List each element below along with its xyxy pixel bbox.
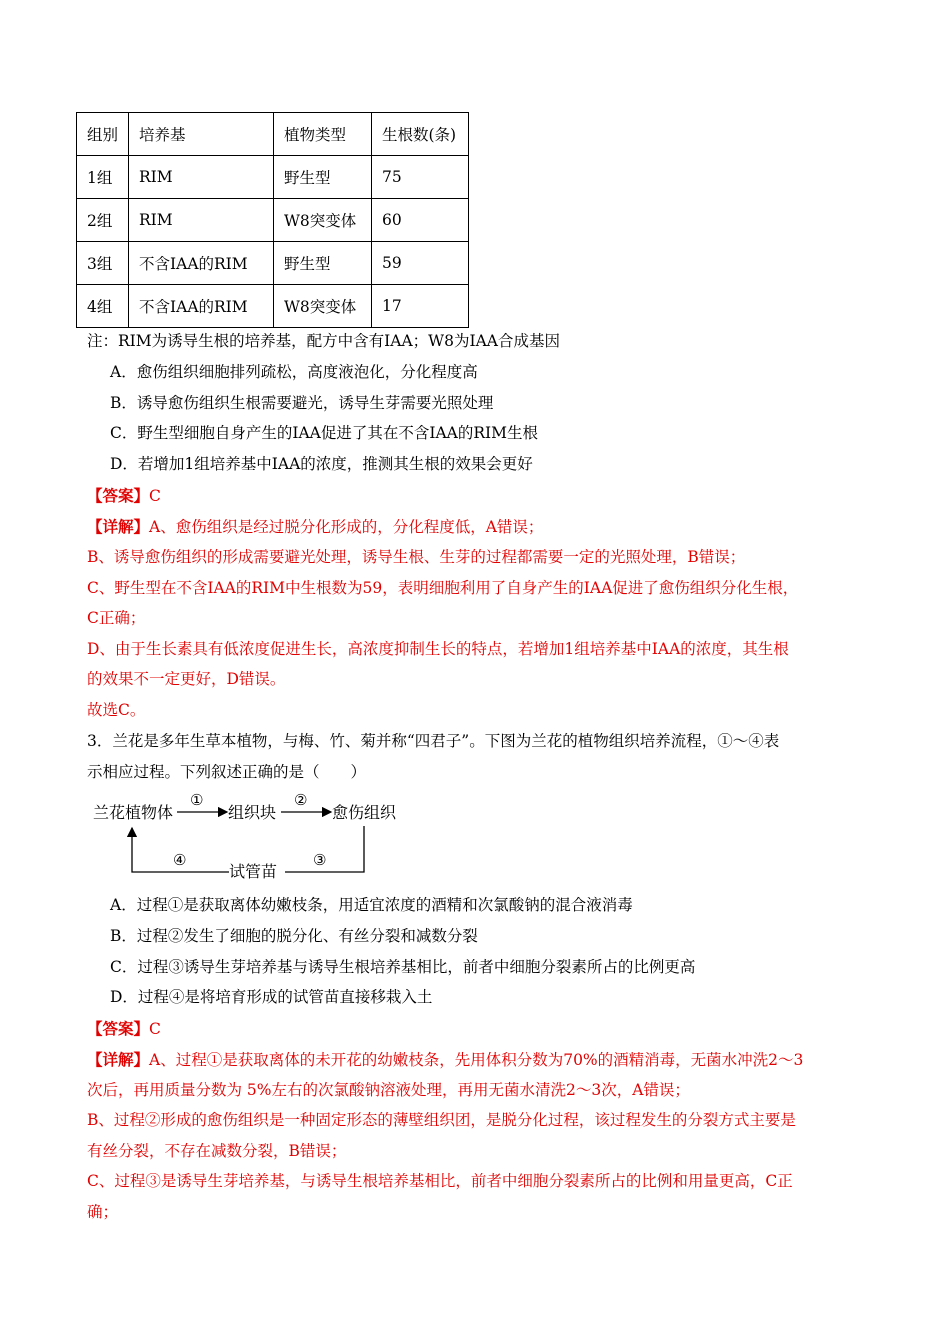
option-b: B．过程②发生了细胞的脱分化、有丝分裂和减数分裂 xyxy=(110,927,478,945)
answer-line xyxy=(87,1013,161,1045)
table-row xyxy=(77,199,469,242)
table-cell: 3组 xyxy=(77,242,129,285)
answer-label: 【答案】 xyxy=(87,1019,150,1038)
option-d: D．过程④是将培育形成的试管苗直接移栽入土 xyxy=(110,988,433,1006)
table-cell: 75 xyxy=(372,156,469,199)
table-cell: 17 xyxy=(372,285,469,328)
table-cell: W8突变体 xyxy=(274,285,372,328)
detail-text: A、过程①是获取离体的未开花的幼嫩枝条，先用体积分数为70%的酒精消毒，无菌水冲洗2～3 xyxy=(149,1051,804,1069)
detail-label: 【详解】 xyxy=(87,517,150,536)
table-cell: W8突变体 xyxy=(274,199,372,242)
header-cell: 生根数(条) xyxy=(372,113,469,156)
option-a: A．过程①是获取离体幼嫩枝条，用适宜浓度的酒精和次氯酸钠的混合液消毒 xyxy=(110,896,633,914)
answer-label: 【答案】 xyxy=(87,486,150,505)
header-cell: 植物类型 xyxy=(274,113,372,156)
option-c: C．野生型细胞自身产生的IAA促进了其在不含IAA的RIM生根 xyxy=(110,424,539,442)
table-cell: 不含IAA的RIM xyxy=(129,285,274,328)
detail-line xyxy=(87,511,543,543)
answer-value: C xyxy=(149,487,161,505)
table-cell: 60 xyxy=(372,199,469,242)
detail-line: 的效果不一定更好，D错误。 xyxy=(87,670,286,688)
diagram-node-callus: 愈伤组织 xyxy=(332,803,397,822)
diagram-step3: ③ xyxy=(313,851,327,869)
detail-line: B、诱导愈伤组织的形成需要避光处理，诱导生根、生芽的过程都需要一定的光照处理，B错误； xyxy=(87,548,746,566)
table-cell: 59 xyxy=(372,242,469,285)
diagram-node-tissue: 组织块 xyxy=(228,803,277,822)
table-cell: RIM xyxy=(129,199,274,242)
question-stem: 示相应过程。下列叙述正确的是（ ） xyxy=(87,763,367,781)
header-cell: 组别 xyxy=(77,113,129,156)
table-cell: 2组 xyxy=(77,199,129,242)
detail-line: 有丝分裂，不存在减数分裂，B错误； xyxy=(87,1142,347,1160)
diagram-node-plant: 兰花植物体 xyxy=(93,803,174,822)
detail-line: C、过程③是诱导生芽培养基，与诱导生根培养基相比，前者中细胞分裂素所占的比例和用量更高，C正 xyxy=(87,1172,793,1190)
diagram-step2: ② xyxy=(294,791,308,809)
table-row xyxy=(77,285,469,328)
table-row xyxy=(77,242,469,285)
results-table xyxy=(76,112,469,328)
header-cell: 培养基 xyxy=(129,113,274,156)
detail-line: C正确； xyxy=(87,609,146,627)
tissue-culture-diagram xyxy=(87,786,417,886)
conclusion-line: 故选C。 xyxy=(87,701,146,719)
detail-line: 确； xyxy=(87,1203,119,1221)
table-note: 注：RIM为诱导生根的培养基，配方中含有IAA；W8为IAA合成基因 xyxy=(87,332,560,350)
detail-text: A、愈伤组织是经过脱分化形成的，分化程度低，A错误； xyxy=(149,518,544,536)
detail-line: 次后，再用质量分数为 5%左右的次氯酸钠溶液处理，再用无菌水清洗2～3次，A错误； xyxy=(87,1081,690,1099)
answer-value: C xyxy=(149,1020,161,1038)
option-c: C．过程③诱导生芽培养基与诱导生根培养基相比，前者中细胞分裂素所占的比例更高 xyxy=(110,958,696,976)
table-cell: 野生型 xyxy=(274,242,372,285)
detail-line: D、由于生长素具有低浓度促进生长，高浓度抑制生长的特点，若增加1组培养基中IAA的浓度，其生根 xyxy=(87,640,789,658)
detail-line: C、野生型在不含IAA的RIM中生根数为59，表明细胞利用了自身产生的IAA促进了愈伤组织分化生根， xyxy=(87,579,799,597)
table-cell: 不含IAA的RIM xyxy=(129,242,274,285)
option-d: D．若增加1组培养基中IAA的浓度，推测其生根的效果会更好 xyxy=(110,455,533,473)
question-stem: 3．兰花是多年生草本植物，与梅、竹、菊并称“四君子”。下图为兰花的植物组织培养流程，①～④表 xyxy=(87,732,780,750)
table-cell: 野生型 xyxy=(274,156,372,199)
diagram-node-plantlet: 试管苗 xyxy=(229,862,278,881)
detail-label: 【详解】 xyxy=(87,1050,150,1069)
diagram-step1: ① xyxy=(190,791,204,809)
table-cell: 1组 xyxy=(77,156,129,199)
table-header-row xyxy=(77,113,469,156)
detail-line xyxy=(87,1044,803,1076)
option-b: B．诱导愈伤组织生根需要避光，诱导生芽需要光照处理 xyxy=(110,394,494,412)
table-cell: 4组 xyxy=(77,285,129,328)
table-cell: RIM xyxy=(129,156,274,199)
detail-line: B、过程②形成的愈伤组织是一种固定形态的薄壁组织团，是脱分化过程，该过程发生的分裂方式主要是 xyxy=(87,1111,796,1129)
diagram-step4: ④ xyxy=(173,851,187,869)
answer-line xyxy=(87,480,161,512)
table-row xyxy=(77,156,469,199)
option-a: A．愈伤组织细胞排列疏松，高度液泡化，分化程度高 xyxy=(110,363,478,381)
